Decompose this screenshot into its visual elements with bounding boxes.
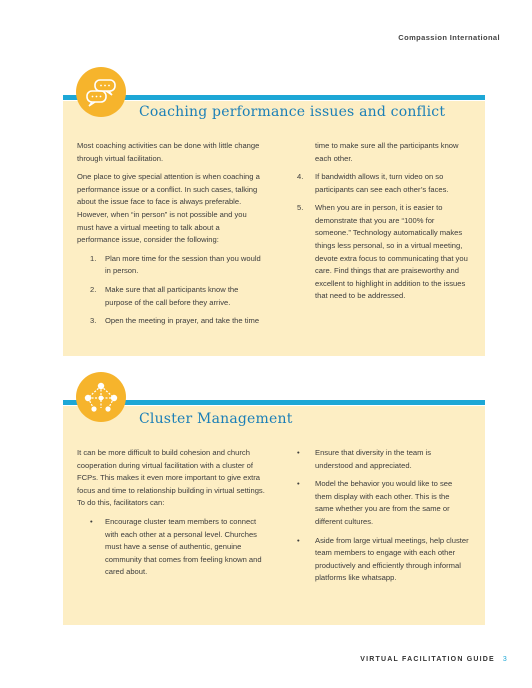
list-item [77, 284, 263, 309]
bullet-icon: • [297, 448, 300, 457]
list-item-text: Model the behavior you would like to see them display with each other. This is the same whether you are from the same or different cultures. [315, 479, 453, 526]
list-item-text: Make sure that all participants know the purpose of the call before they arrive. [105, 284, 239, 307]
list-number: 4. [297, 172, 304, 181]
list-item [77, 516, 267, 579]
list-item-text: time to make sure all the participants know each other. [315, 141, 459, 163]
speech-bubbles-icon [76, 67, 126, 117]
list-item [297, 535, 469, 585]
bullet-icon: • [90, 516, 93, 526]
list-item-continued [297, 140, 469, 165]
list-item [297, 171, 469, 196]
list-item-text: Ensure that diversity in the team is understood and appreciated. [315, 448, 432, 470]
list-number: 1. [90, 253, 97, 263]
list-item [297, 447, 469, 472]
list-number: 3. [90, 316, 97, 326]
list-item [297, 478, 469, 528]
section-left-column [77, 140, 263, 333]
body-paragraph: It can be more difficult to build cohesion and church cooperation during virtual facilitation with a cluster of FCPs. This makes it even more important to give extra focus and time to relationship building in virtual settings. To do this, facilitators can: [77, 448, 265, 508]
list-item-text: Aside from large virtual meetings, help cluster team members to engage with each other productively and efficiently through informal platforms like whatsapp. [315, 535, 469, 583]
bullet-icon: • [297, 535, 300, 545]
section-title: Cluster Management [139, 411, 293, 427]
list-item [77, 253, 263, 278]
bullet-icon: • [297, 479, 300, 489]
section-divider-bar [63, 95, 485, 100]
organization-name: Compassion International [398, 33, 500, 42]
list-item-text: Encourage cluster team members to connect with each other at a personal level. Churches must have a sense of authentic, genuine community that comes from feeling known and cared about. [105, 516, 262, 577]
network-icon [76, 372, 126, 422]
list-item-text: When you are in person, it is easier to demonstrate that you are “100% for someone.” Technology automatically makes things less personal, so in a virtual meeting, devote extra focus to communicating that you care. Find things that are praiseworthy and excellent to highlight in addition to the issues that need to be addressed. [315, 203, 468, 301]
footer-title: VIRTUAL FACILITATION GUIDE [360, 656, 495, 663]
section-right-column [297, 447, 469, 591]
section-title: Coaching performance issues and conflict [139, 104, 446, 120]
list-item-text: Open the meeting in prayer, and take the time [105, 316, 260, 326]
section-left-column [77, 447, 267, 585]
section-right-column [297, 140, 469, 309]
list-item-text: If bandwidth allows it, turn video on so participants can see each other’s faces. [315, 172, 449, 194]
section-divider-bar [63, 400, 485, 405]
list-item [297, 202, 469, 303]
list-item [77, 315, 263, 327]
list-item-text: Plan more time for the session than you would in person. [105, 253, 261, 276]
page-number: 3 [502, 656, 508, 663]
body-paragraph: One place to give special attention is when coaching a performance issue or a conflict. In such cases, talking about the issue face to face is always preferable. However, when “in person” is not possible and you must have a virtual meeting to talk about a performance issue, consider the following: [77, 172, 260, 245]
page-footer [360, 656, 508, 663]
list-number: 5. [297, 203, 304, 213]
intro-paragraph: Most coaching activities can be done with little change through virtual facilitation. [77, 141, 260, 163]
list-number: 2. [90, 284, 97, 294]
